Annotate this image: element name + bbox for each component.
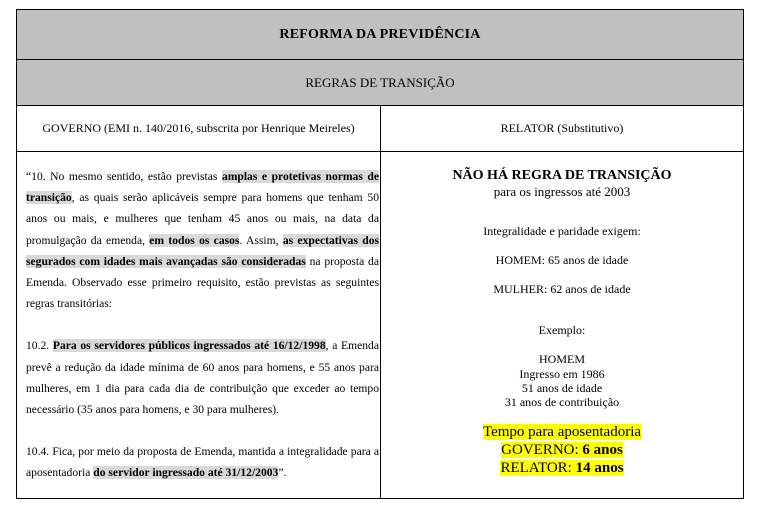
example-homem: HOMEM: [538, 352, 585, 366]
text-run: , as quais serão aplicáveis sempre para homens que tenham 50 anos ou mais, e mulheres que tenham 45 anos ou mais, na data da promulgação da emenda,: [26, 191, 379, 247]
relator-result: [500, 460, 623, 476]
table-subtitle-row: [17, 60, 743, 106]
relator-column-header: RELATOR (Substitutivo): [500, 121, 624, 135]
text-run: 10.4. Fica, por meio da proposta de Emenda, mantida a integralidade para a aposentadoria: [26, 445, 379, 480]
example-contribuicao: 31 anos de contribuição: [504, 395, 620, 409]
governo-result-value: 6 anos: [582, 442, 623, 458]
content-row: [17, 152, 743, 498]
no-transition-headline: NÃO HÁ REGRA DE TRANSIÇÃO: [452, 168, 672, 183]
text-run: “10. No mesmo sentido, estão previstas: [26, 170, 222, 183]
table-title-row: [17, 10, 743, 60]
highlight: Para os servidores públicos ingressados até 16/12/1998: [52, 339, 326, 353]
highlight: em todos os casos: [149, 233, 240, 247]
highlight: as expectativas dos segurados com idades mais avançadas são consideradas: [26, 233, 379, 268]
governo-result: [501, 442, 623, 458]
highlight: do servidor ingressado até 31/12/2003: [93, 466, 279, 480]
text-run: . Assim,: [239, 233, 283, 247]
text-run: na proposta da Emenda. Observado esse primeiro requisito, estão previstas as seguintes regras transitórias:: [26, 254, 379, 311]
relator-result-label: RELATOR:: [500, 460, 576, 476]
result-block: [381, 423, 743, 477]
requirement-text: Integralidade e paridade exigem:: [483, 224, 641, 238]
governo-result-label: GOVERNO:: [501, 442, 583, 458]
example-idade: 51 anos de idade: [521, 381, 603, 395]
relator-result-value: 14 anos: [575, 460, 624, 476]
table-subtitle: REGRAS DE TRANSIÇÃO: [305, 74, 455, 90]
governo-paragraph-10: [26, 166, 379, 314]
governo-paragraph-10-4: [26, 441, 379, 483]
governo-paragraph-10-2: [26, 335, 379, 420]
table-title: REFORMA DA PREVIDÊNCIA: [279, 26, 481, 42]
homem-requirement: HOMEM: 65 anos de idade: [495, 253, 629, 267]
text-run: 10.2.: [26, 339, 53, 353]
governo-column-header: GOVERNO (EMI n. 140/2016, subscrita por Henrique Meireles): [42, 121, 355, 135]
text-run: , a Emenda prevê a redução da idade mínima de 60 anos para homens, e 55 anos para mulheres, em 1 dia para cada dia de contribuição que exceder ao tempo necessário (35 anos para homens, e 30 para mulheres).: [26, 339, 380, 417]
result-label: Tempo para aposentadoria: [482, 424, 642, 440]
comparison-table: [16, 9, 744, 499]
headline-subtext: para os ingressos até 2003: [493, 184, 631, 199]
example-ingresso: Ingresso em 1986: [519, 367, 605, 381]
example-label: Exemplo:: [538, 323, 586, 337]
mulher-requirement: MULHER: 62 anos de idade: [493, 282, 631, 296]
governo-text: [26, 166, 379, 484]
highlight: amplas e protetivas normas de transição: [26, 170, 379, 205]
text-run: ”.: [278, 466, 287, 480]
relator-text: [381, 164, 743, 477]
